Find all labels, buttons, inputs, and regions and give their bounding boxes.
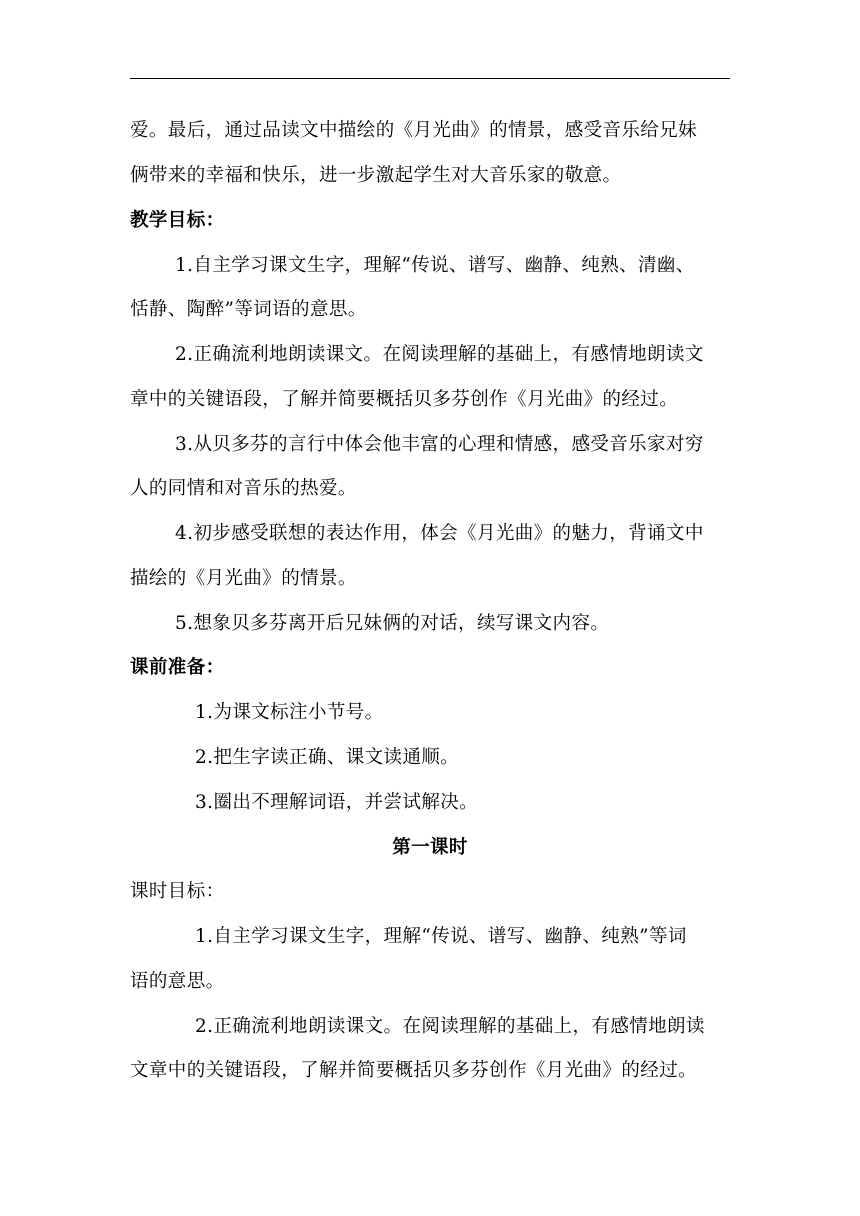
objective-5-line-1: 5.想象贝多芬离开后兄妹俩的对话，续写课文内容。 [175, 613, 610, 634]
preparation-heading: 课前准备： [130, 657, 225, 678]
lesson-goal-2-line-1: 2.正确流利地朗读课文。在阅读理解的基础上，有感情地朗读 [195, 1016, 705, 1037]
preparation-item-3: 3.圈出不理解词语，并尝试解决。 [195, 792, 479, 813]
objective-1-line-1: 1.自主学习课文生字，理解“传说、谱写、幽静、纯熟、清幽、 [175, 255, 695, 276]
objective-2-line-1: 2.正确流利地朗读课文。在阅读理解的基础上，有感情地朗读文 [175, 344, 704, 365]
preparation-item-1: 1.为课文标注小节号。 [195, 702, 384, 723]
objectives-heading: 教学目标： [130, 210, 225, 231]
preparation-item-2: 2.把生字读正确、课文读通顺。 [195, 747, 460, 768]
lesson-goal-1-line-2: 语的意思。 [130, 971, 225, 992]
intro-line-2: 俩带来的幸福和快乐，进一步激起学生对大音乐家的敬意。 [130, 165, 622, 186]
objective-2-line-2: 章中的关键语段，了解并简要概括贝多芬创作《月光曲》的经过。 [130, 389, 679, 410]
lesson-goals-label: 课时目标： [130, 881, 225, 902]
lesson-goal-2-line-2: 文章中的关键语段，了解并简要概括贝多芬创作《月光曲》的经过。 [130, 1060, 698, 1081]
objective-3-line-2: 人的同情和对音乐的热爱。 [130, 478, 357, 499]
objective-1-line-2: 恬静、陶醉”等词语的意思。 [130, 299, 367, 320]
header-rule [130, 78, 730, 79]
objective-3-line-1: 3.从贝多芬的言行中体会他丰富的心理和情感，感受音乐家对穷 [175, 434, 704, 455]
intro-line-1: 爱。最后，通过品读文中描绘的《月光曲》的情景，感受音乐给兄妹 [130, 120, 698, 141]
lesson-goal-1-line-1: 1.自主学习课文生字，理解“传说、谱写、幽静、纯熟”等词 [195, 926, 687, 947]
objective-4-line-2: 描绘的《月光曲》的情景。 [130, 568, 357, 589]
lesson-title: 第一课时 [392, 837, 468, 858]
objective-4-line-1: 4.初步感受联想的表达作用，体会《月光曲》的魅力，背诵文中 [175, 523, 704, 544]
